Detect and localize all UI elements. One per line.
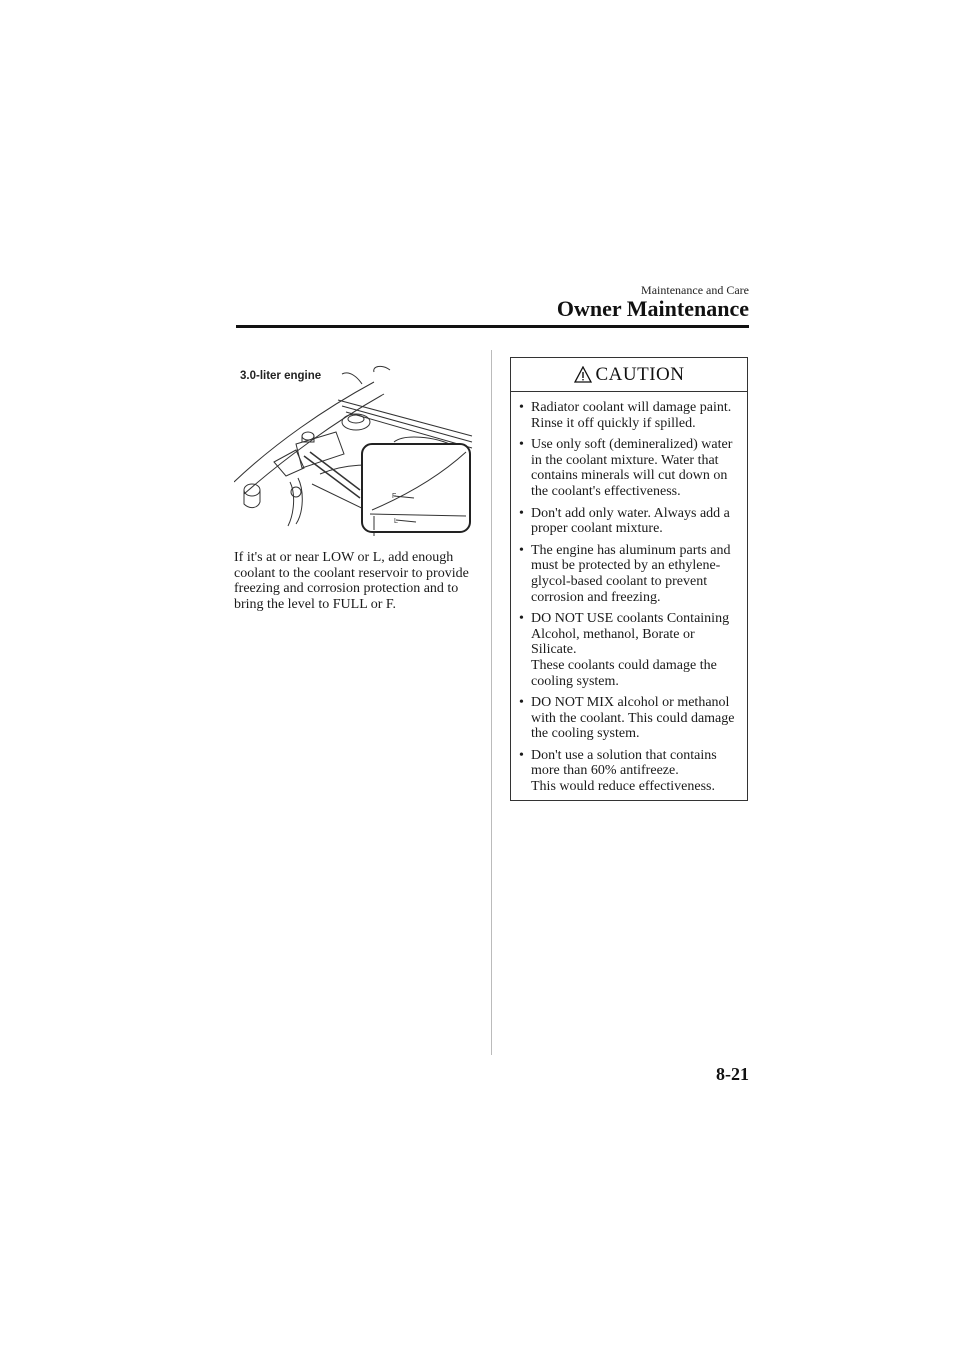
caution-header — [511, 358, 747, 392]
bullet: • — [519, 437, 524, 453]
magnified-detail — [362, 444, 470, 532]
page-number: 8-21 — [716, 1064, 749, 1084]
bullet: • — [519, 695, 524, 711]
caution-item-text: Radiator coolant will damage paint. Rinse it off quickly if spilled. — [531, 400, 732, 431]
bullet: • — [519, 611, 524, 627]
bullet: • — [519, 747, 524, 763]
header-divider — [236, 325, 749, 328]
caution-item-text: The engine has aluminum parts and must be protected by an ethylene-glycol-based coolant to prevent corrosion and freezing. — [531, 542, 731, 605]
page-title: Owner Maintenance — [556, 296, 749, 321]
caution-item — [519, 543, 741, 605]
section-title: Maintenance and Care — [641, 283, 749, 297]
low-level-mark: L — [394, 518, 398, 525]
full-level-mark: F — [392, 493, 397, 500]
caution-item — [519, 437, 741, 499]
caution-list — [511, 392, 747, 795]
warning-triangle-icon — [574, 366, 592, 383]
caution-item — [519, 506, 741, 537]
caution-item — [519, 748, 741, 795]
bullet: • — [519, 505, 524, 521]
caution-title: CAUTION — [595, 363, 685, 385]
caution-item-text: Don't add only water. Always add a proper coolant mixture. — [531, 505, 730, 537]
engine-line-drawing — [234, 364, 474, 536]
caution-item — [519, 611, 741, 689]
bullet: • — [519, 400, 524, 415]
caution-item-text: Don't use a solution that contains more than 60% antifreeze. This would reduce effectiveness. — [531, 747, 717, 795]
caution-item-text: DO NOT MIX alcohol or methanol with the coolant. This could damage the cooling system. — [531, 695, 735, 742]
column-divider — [491, 350, 492, 1055]
figure-label: 3.0-liter engine — [240, 370, 322, 382]
bullet: • — [519, 542, 524, 558]
coolant-instruction: If it's at or near LOW or L, add enough coolant to the coolant reservoir to provide freezing and corrosion protection and to bring the level to FULL or F. — [234, 550, 469, 612]
caution-item — [519, 400, 741, 431]
caution-box — [510, 357, 748, 801]
engine-illustration — [234, 364, 474, 536]
caution-item — [519, 695, 741, 742]
caution-item-text: DO NOT USE coolants Containing Alcohol, methanol, Borate or Silicate. These coolants could damage the cooling system. — [531, 611, 730, 689]
caution-item-text: Use only soft (demineralized) water in the coolant mixture. Water that contains minerals will cut down on the coolant's effectiveness. — [531, 437, 733, 499]
